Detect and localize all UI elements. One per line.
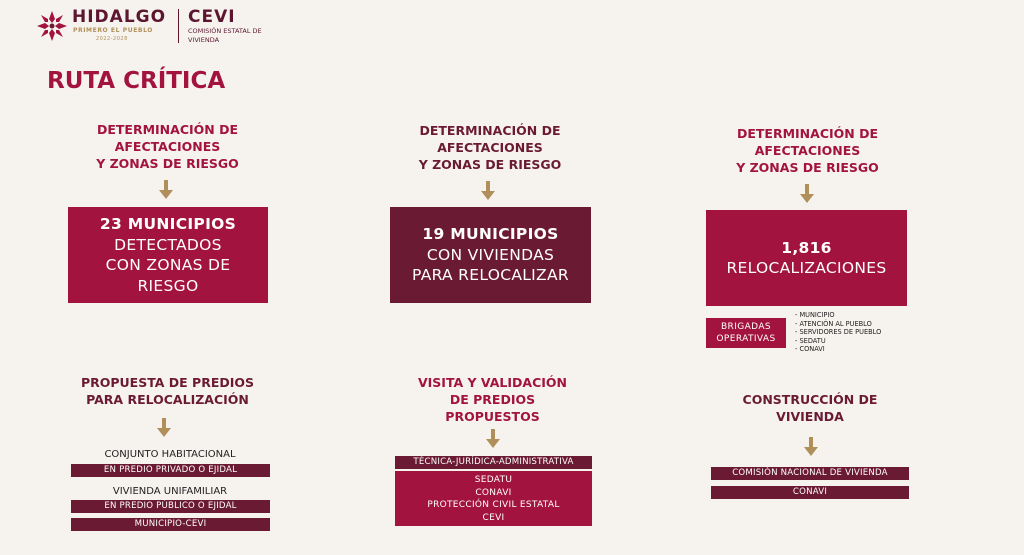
logo-divider [178,9,179,43]
col2-heading-line: Y ZONAS DE RIESGO [418,157,562,172]
col1-heading-line: Y ZONAS DE RIESGO [96,156,239,171]
col2-strip-tecnica: TÉCNICA-JURÍDICA-ADMINISTRATIVA [395,456,592,469]
col2-heading [385,122,595,173]
col2-heading-line: AFECTACIONES [437,140,543,155]
col2-agencies-box [395,471,592,526]
col2-agency: PROTECCIÓN CIVIL ESTATAL [427,500,560,510]
col3-heading2-line: VIVIENDA [776,409,844,424]
page-title: RUTA CRÍTICA [47,68,226,94]
col2-heading2-line: PROPUESTOS [445,409,540,424]
col3-heading-line: AFECTACIONES [754,143,861,158]
brigadas-line: OPERATIVAS [716,334,776,344]
col1-heading2-line: PARA RELOCALIZACIÓN [86,392,249,407]
col3-heading-line: Y ZONAS DE RIESGO [736,160,879,175]
brigadas-list [795,311,915,354]
col2-box-bold: 19 MUNICIPIOS [422,225,559,244]
col1-strip-privado: EN PREDIO PRIVADO O EJIDAL [71,464,270,477]
col3-strip-comision: COMISIÓN NACIONAL DE VIVIENDA [711,467,909,480]
col2-summary-box [390,207,591,303]
arrow-down-icon [156,418,172,438]
col2-agency: CONAVI [475,487,512,498]
col1-heading [60,121,275,172]
col2-heading2-line: VISITA Y VALIDACIÓN [417,375,568,390]
col1-heading2-line: PROPUESTA DE PREDIOS [80,375,255,390]
col1-item-unifamiliar: VIVIENDA UNIFAMILIAR [112,486,228,497]
col3-box-line: RELOCALIZACIONES [726,259,887,277]
arrow-down-icon [799,184,815,204]
arrow-down-icon [485,429,501,449]
col2-heading2 [385,374,600,425]
brigadas-line: BRIGADAS [720,322,772,332]
brigadas-list-item: - SEDATU [795,336,826,345]
col1-box-line: DETECTADOS [114,235,222,254]
col3-heading [700,125,915,176]
arrow-down-icon [158,180,174,200]
col2-box-line: CON VIVIENDAS [426,245,555,264]
col1-summary-box [68,207,268,303]
col1-box-line: RIESGO [137,276,199,295]
brigadas-list-item: - ATENCIÓN AL PUEBLO [795,319,872,328]
col1-strip-publico: EN PREDIO PÚBLICO O EJIDAL [71,500,270,513]
col2-agency: SEDATU [474,475,513,485]
col1-item-conjunto: CONJUNTO HABITACIONAL [104,449,236,460]
col3-summary-box [706,210,907,306]
arrow-down-icon [480,181,496,201]
col3-strip-conavi: CONAVI [711,486,909,499]
org-full-name: COMISIÓN ESTATAL DE VIVIENDA [188,27,262,44]
col2-agency: CEVI [482,512,505,523]
brigadas-badge [706,318,786,348]
col3-box-bold: 1,816 [781,238,832,257]
col1-heading-line: AFECTACIONES [114,139,221,154]
logo-tagline: PRIMERO EL PUEBLO [73,27,153,34]
col3-heading-line: DETERMINACIÓN DE [736,126,878,141]
col1-strip-municipio: MUNICIPIO-CEVI [71,518,270,531]
brigadas-list-item: - CONAVI [795,345,825,354]
hidalgo-logo-icon [36,10,68,42]
arrow-down-icon [803,437,819,457]
logo-name: HIDALGO [72,7,167,27]
col2-heading2-line: DE PREDIOS [449,392,536,407]
col3-heading2-line: CONSTRUCCIÓN DE [742,392,878,407]
col1-heading-line: DETERMINACIÓN DE [96,122,238,137]
col2-box-line: PARA RELOCALIZAR [412,266,569,285]
org-name: CEVI [188,7,236,27]
col2-heading-line: DETERMINACIÓN DE [419,123,561,138]
col1-box-line: CON ZONAS DE [105,256,231,274]
brigadas-list-item: - SERVIDORES DE PUEBLO [795,328,882,337]
col1-box-bold: 23 MUNICIPIOS [99,215,237,233]
col3-heading2 [705,391,915,425]
col1-heading2 [50,374,285,408]
logo-years: 2022-2028 [96,36,128,42]
brigadas-list-item: - MUNICIPIO [795,311,835,319]
